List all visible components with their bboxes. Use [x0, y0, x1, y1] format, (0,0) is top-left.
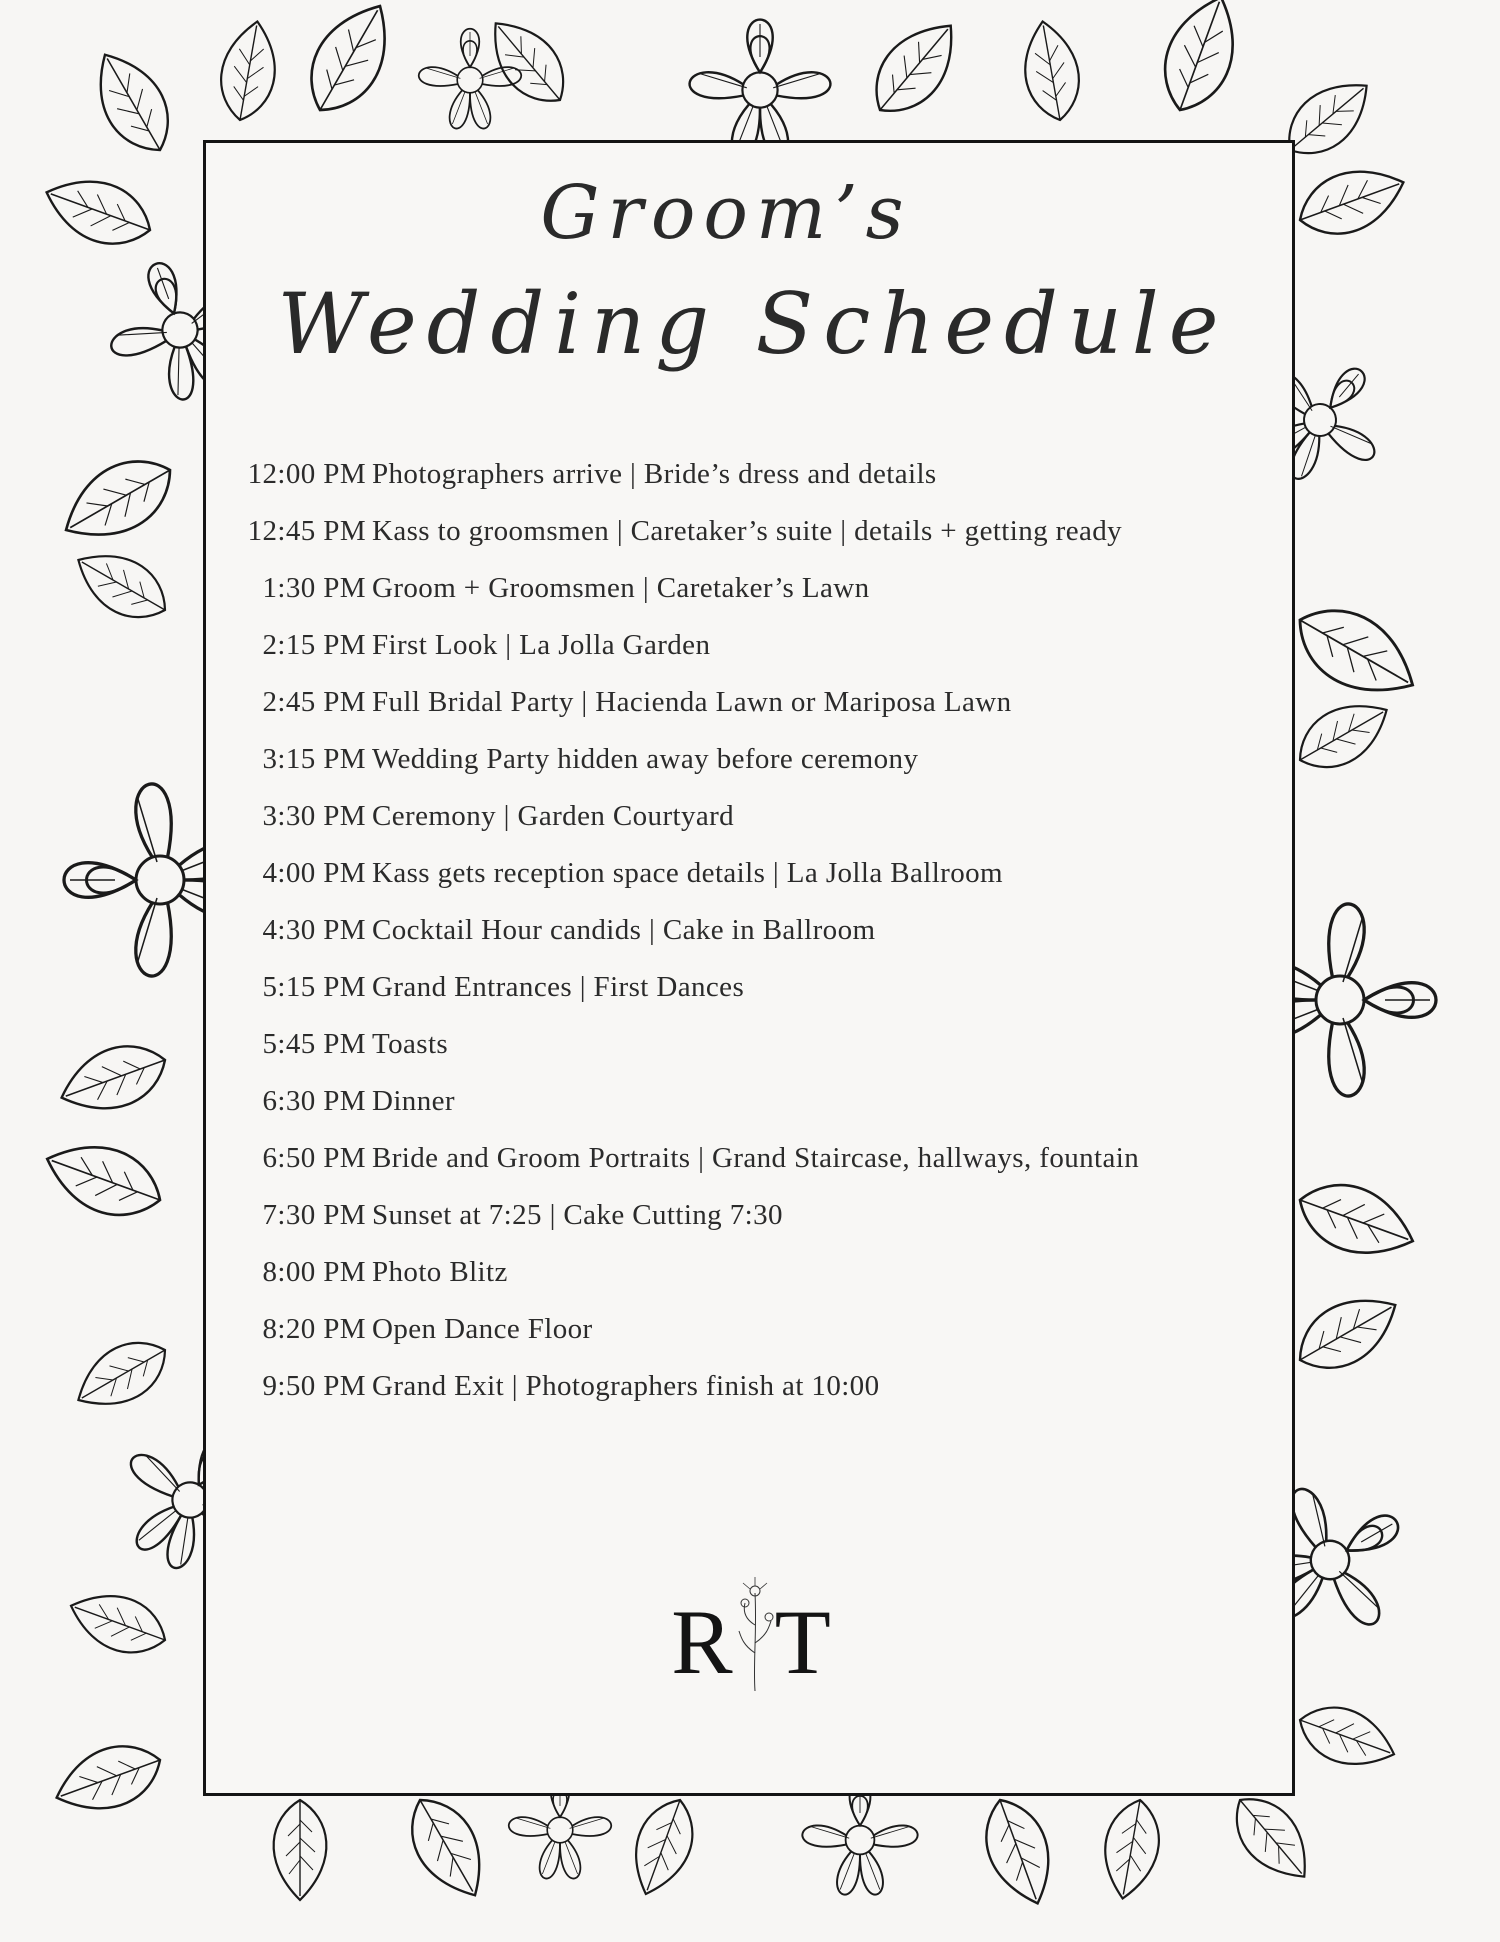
schedule-event: Ceremony | Garden Courtyard	[372, 800, 735, 832]
schedule-time: 12:45 PM	[247, 515, 366, 547]
schedule-event: Sunset at 7:25 | Cake Cutting 7:30	[372, 1199, 783, 1231]
floral-sprig-icon	[735, 1573, 775, 1693]
schedule-time: 4:00 PM	[262, 857, 366, 889]
schedule-row	[234, 1313, 1274, 1370]
monogram-initial-left: R	[671, 1591, 735, 1693]
schedule-event: Cocktail Hour candids | Cake in Ballroom	[372, 914, 876, 946]
schedule-time: 5:15 PM	[262, 971, 366, 1003]
schedule-event: Groom + Groomsmen | Caretaker’s Lawn	[372, 572, 870, 604]
schedule-event: Photographers arrive | Bride’s dress and details	[372, 458, 937, 490]
schedule-time: 6:30 PM	[262, 1085, 366, 1117]
schedule-card	[203, 140, 1295, 1796]
schedule-event: Kass to groomsmen | Caretaker’s suite | details + getting ready	[372, 515, 1123, 547]
schedule-event: Kass gets reception space details | La Jolla Ballroom	[372, 857, 1003, 889]
schedule-time: 1:30 PM	[262, 572, 366, 604]
schedule-row	[234, 515, 1274, 572]
schedule-time: 2:15 PM	[262, 629, 366, 661]
schedule-event: Photo Blitz	[372, 1256, 508, 1288]
schedule-event: Wedding Party hidden away before ceremony	[372, 743, 919, 775]
schedule-list	[234, 458, 1274, 1427]
schedule-time: 8:20 PM	[262, 1313, 366, 1345]
schedule-row	[234, 857, 1274, 914]
schedule-row	[234, 1199, 1274, 1256]
schedule-row	[234, 1028, 1274, 1085]
schedule-time: 9:50 PM	[262, 1370, 366, 1402]
schedule-event: Dinner	[372, 1085, 455, 1117]
schedule-row	[234, 629, 1274, 686]
schedule-time: 3:15 PM	[262, 743, 366, 775]
schedule-event: Grand Entrances | First Dances	[372, 971, 745, 1003]
schedule-row	[234, 1370, 1274, 1427]
schedule-event: Open Dance Floor	[372, 1313, 593, 1345]
schedule-time: 7:30 PM	[262, 1199, 366, 1231]
schedule-row	[234, 572, 1274, 629]
schedule-event: Full Bridal Party | Hacienda Lawn or Mariposa Lawn	[372, 686, 1012, 718]
schedule-row	[234, 971, 1274, 1028]
schedule-time: 5:45 PM	[262, 1028, 366, 1060]
schedule-row	[234, 914, 1274, 971]
title-line-2: Wedding Schedule	[277, 275, 1229, 373]
title-line-1: Groom’s	[540, 170, 912, 256]
schedule-event: Toasts	[372, 1028, 449, 1060]
schedule-event: First Look | La Jolla Garden	[372, 629, 711, 661]
schedule-row	[234, 1085, 1274, 1142]
schedule-time: 8:00 PM	[262, 1256, 366, 1288]
schedule-time: 2:45 PM	[262, 686, 366, 718]
schedule-row	[234, 743, 1274, 800]
monogram-initial-right: T	[774, 1591, 833, 1693]
schedule-row	[234, 800, 1274, 857]
schedule-time: 3:30 PM	[262, 800, 366, 832]
schedule-row	[234, 1256, 1274, 1313]
schedule-event: Grand Exit | Photographers finish at 10:00	[372, 1370, 880, 1402]
schedule-row	[234, 686, 1274, 743]
page-title	[206, 143, 1298, 403]
schedule-time: 12:00 PM	[247, 458, 366, 490]
schedule-event: Bride and Groom Portraits | Grand Staircase, hallways, fountain	[372, 1142, 1140, 1174]
monogram	[206, 1573, 1298, 1695]
schedule-row	[234, 1142, 1274, 1199]
schedule-time: 4:30 PM	[262, 914, 366, 946]
schedule-row	[234, 458, 1274, 515]
schedule-time: 6:50 PM	[262, 1142, 366, 1174]
